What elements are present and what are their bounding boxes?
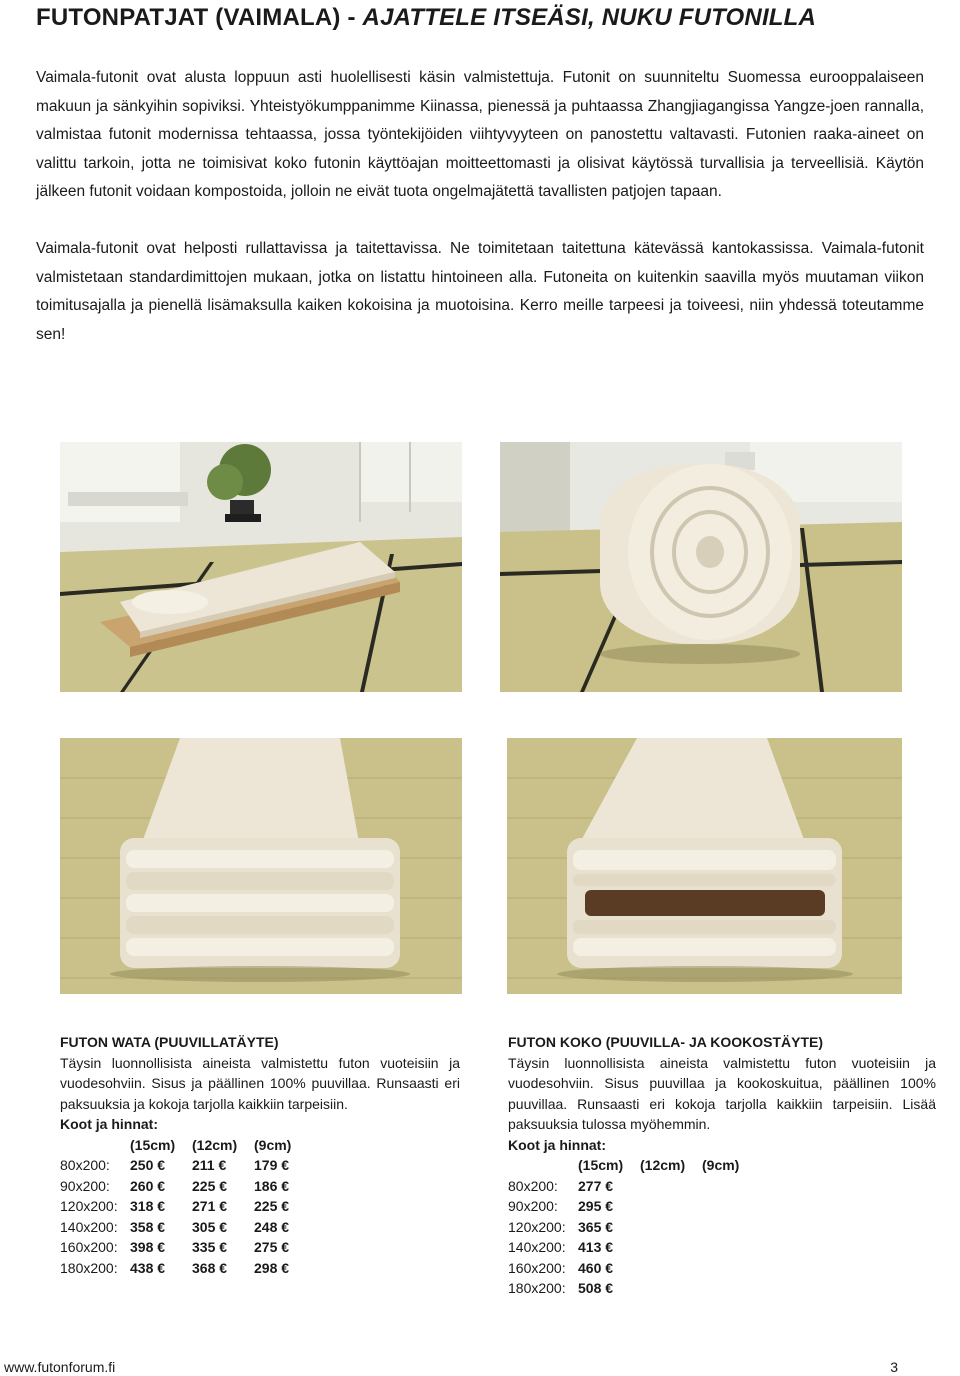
price-row (508, 1278, 762, 1299)
price-cell: 368 € (192, 1259, 228, 1276)
page-number: 3 (890, 1359, 898, 1375)
footer-website-link[interactable]: www.futonforum.fi (4, 1359, 116, 1375)
price-cell: 298 € (254, 1259, 290, 1276)
price-cell: 260 € (130, 1177, 166, 1194)
product-heading: FUTON KOKO (PUUVILLA- JA KOOKOSTÄYTE) (508, 1034, 823, 1050)
price-cell: 248 € (254, 1218, 290, 1235)
price-row (60, 1258, 314, 1279)
size-cell: 180x200: (508, 1280, 566, 1296)
prices-heading: Koot ja hinnat: (508, 1136, 606, 1153)
photo-futon-koko-folded (507, 738, 902, 994)
page-title (36, 4, 816, 32)
price-cell: 305 € (192, 1218, 228, 1235)
size-cell: 80x200: (508, 1177, 558, 1194)
price-cell: 186 € (254, 1177, 290, 1194)
size-cell: 160x200: (508, 1259, 566, 1276)
product-heading: FUTON WATA (PUUVILLATÄYTE) (60, 1034, 279, 1050)
prices-heading: Koot ja hinnat: (60, 1116, 158, 1132)
product-futon-koko (508, 1032, 936, 1299)
price-table-header (508, 1155, 762, 1176)
intro-paragraph-1: Vaimala-futonit ovat alusta loppuun asti huolellisesti käsin valmistettuja. Futonit on suunniteltu Suomessa eurooppalaiseen makuun ja sänkyihin sopiviksi. Yhteistyökumppanimme Kiinassa, pienessä ja puhtaassa Zhangjiagangissa Yangze-joen rannalla, valmistaa futonit modernissa tehtaassa, jossa työntekijöiden viihtyvyyteen on panostettu valtavasti. Futonien raaka-aineet on valittu tarkoin, jotta ne toimisivat koko futonin käyttöajan moitteettomasti ja olisivat käytössä turvallisia ja terveellisiä. Käytön jälkeen futonit voidaan kompostoida, jolloin ne eivät tuota ongelmajätettä tavallisten patjojen tapaan. (36, 69, 924, 200)
size-cell: 90x200: (508, 1198, 558, 1214)
thickness-header: (9cm) (702, 1157, 740, 1173)
price-cell: 295 € (578, 1198, 614, 1214)
size-cell: 90x200: (60, 1177, 110, 1194)
price-cell: 508 € (578, 1280, 614, 1296)
price-row (508, 1258, 762, 1279)
product-description: Täysin luonnollisista aineista valmistettu futon vuoteisiin ja vuodesohviin. Sisus ja päällinen 100% puuvillaa. Runsaasti eri paksuuksia ja kokoja tarjolla kaikkiin tarpeisiin. (60, 1054, 460, 1112)
price-cell: 225 € (254, 1198, 290, 1214)
price-row (60, 1155, 314, 1176)
thickness-header: (12cm) (640, 1157, 686, 1173)
title-main: FUTONPATJAT (VAIMALA) - (36, 4, 363, 31)
price-row (60, 1176, 314, 1197)
price-cell: 277 € (578, 1177, 614, 1194)
price-cell: 225 € (192, 1177, 228, 1194)
price-row (508, 1176, 762, 1197)
price-row (508, 1217, 762, 1238)
product-description: Täysin luonnollisista aineista valmistettu futon vuoteisiin ja vuodesohviin. Sisus puuvillaa ja kookoskuitua, päällinen 100% puuvillaa. Runsaasti eri kokoja tarjolla kaikkiin tarpeisiin. Lisää paksuuksia tulossa myöhemmin. (508, 1054, 936, 1132)
size-column-header (508, 1155, 578, 1176)
price-cell: 438 € (130, 1259, 166, 1276)
price-row (60, 1217, 314, 1238)
thickness-header: (9cm) (254, 1136, 292, 1153)
price-table-header (60, 1135, 314, 1156)
price-cell: 211 € (192, 1157, 227, 1173)
price-cell: 275 € (254, 1239, 290, 1255)
price-table (60, 1135, 314, 1279)
price-table (508, 1155, 762, 1299)
price-row (60, 1237, 314, 1258)
product-futon-wata (60, 1032, 460, 1278)
price-row (508, 1196, 762, 1217)
price-row (60, 1196, 314, 1217)
size-cell: 180x200: (60, 1259, 118, 1276)
thickness-header: (15cm) (578, 1157, 624, 1173)
price-cell: 335 € (192, 1239, 228, 1255)
photo-futon-on-bed (60, 442, 462, 692)
price-cell: 365 € (578, 1218, 614, 1235)
price-cell: 460 € (578, 1259, 614, 1276)
size-cell: 140x200: (508, 1239, 566, 1255)
size-cell: 160x200: (60, 1239, 118, 1255)
size-cell: 80x200: (60, 1157, 110, 1173)
price-cell: 318 € (130, 1198, 166, 1214)
price-cell: 250 € (130, 1157, 166, 1173)
photo-futon-wata-folded (60, 738, 462, 994)
thickness-header: (15cm) (130, 1136, 176, 1153)
price-cell: 398 € (130, 1239, 166, 1255)
price-row (508, 1237, 762, 1258)
price-cell: 358 € (130, 1218, 166, 1235)
price-cell: 413 € (578, 1239, 614, 1255)
size-column-header (60, 1135, 130, 1156)
title-emphasis: AJATTELE ITSEÄSI, NUKU FUTONILLA (362, 4, 817, 31)
size-cell: 120x200: (508, 1218, 566, 1235)
size-cell: 120x200: (60, 1198, 118, 1214)
price-cell: 179 € (254, 1157, 290, 1173)
size-cell: 140x200: (60, 1218, 118, 1235)
photo-futon-rolled (500, 442, 902, 692)
intro-paragraph-2: Vaimala-futonit ovat helposti rullattavissa ja taitettavissa. Ne toimitetaan taitettuna kätevässä kantokassissa. Vaimala-futonit valmistetaan standardimittojen mukaan, jotka on listattu hintoineen alla. Futoneita on kuitenkin saavilla myös muutaman viikon toimitusajalla ja pienellä lisämaksulla kaiken kokoisina ja muotoisina. Kerro meille tarpeesi ja toiveesi, niin yhdessä toteutamme sen! (36, 240, 924, 343)
price-cell: 271 € (192, 1198, 228, 1214)
thickness-header: (12cm) (192, 1136, 238, 1153)
